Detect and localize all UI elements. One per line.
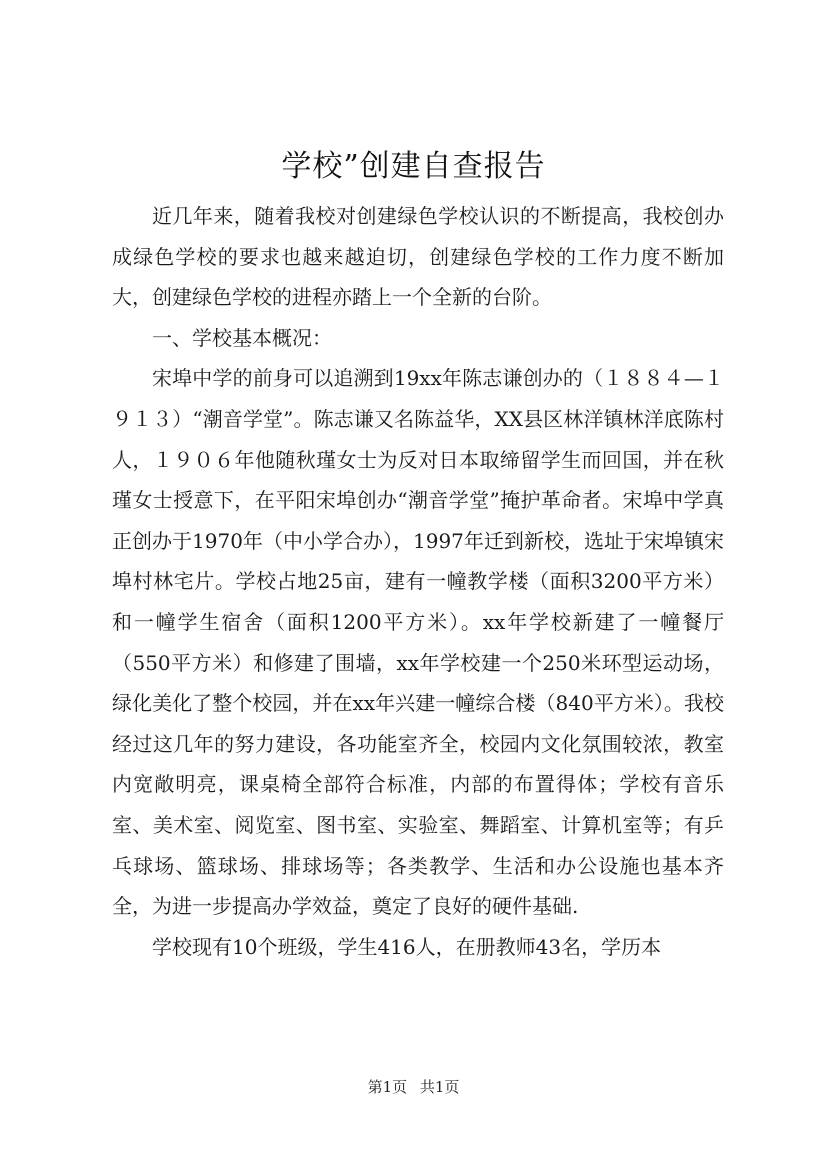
paragraph-history: 宋埠中学的前身可以追溯到19xx年陈志谦创办的（１８８４—１９１３）“潮音学堂”。陈志谦又名陈益华，XX县区林洋镇林洋底陈村人，１９０６年他随秋瑾女士为反对日本取缔留学生而回国，并在秋瑾女士授意下，在平阳宋埠创办“潮音学堂”掩护革命者。宋埠中学真正创办于1970年（中小学合办），1997年迁到新校，选址于宋埠镇宋埠村林宅片。学校占地25亩，建有一幢教学楼（面积3200平方米）和一幢学生宿舍（面积1200平方米）。xx年学校新建了一幢餐厅（550平方米）和修建了围墙，xx年学校建一个250米环型运动场，绿化美化了整个校园，并在xx年兴建一幢综合楼（840平方米）。我校经过这几年的努力建设，各功能室齐全，校园内文化氛围较浓，教室内宽敞明亮，课桌椅全部符合标准，内部的布置得体；学校有音乐室、美术室、阅览室、图书室、实验室、舞蹈室、计算机室等；有乒乓球场、篮球场、排球场等；各类教学、生活和办公设施也基本齐全，为进一步提高办学效益，奠定了良好的硬件基础. xyxy=(112,366,724,919)
document-title: 学校”创建自查报告 xyxy=(281,149,546,184)
page-number: 第1页 xyxy=(367,1078,408,1096)
document-body xyxy=(112,196,724,967)
section-heading-overview: 一、学校基本概况： xyxy=(152,325,332,350)
page-footer xyxy=(0,1076,827,1098)
paragraph-intro: 近几年来，随着我校对创建绿色学校认识的不断提高，我校创办成绿色学校的要求也越来越迫切，创建绿色学校的工作力度不断加大，创建绿色学校的进程亦踏上一个全新的台阶。 xyxy=(112,204,724,310)
page-total: 共1页 xyxy=(419,1078,460,1096)
paragraph-staff: 学校现有10个班级，学生416人，在册教师43名，学历本 xyxy=(152,934,662,959)
